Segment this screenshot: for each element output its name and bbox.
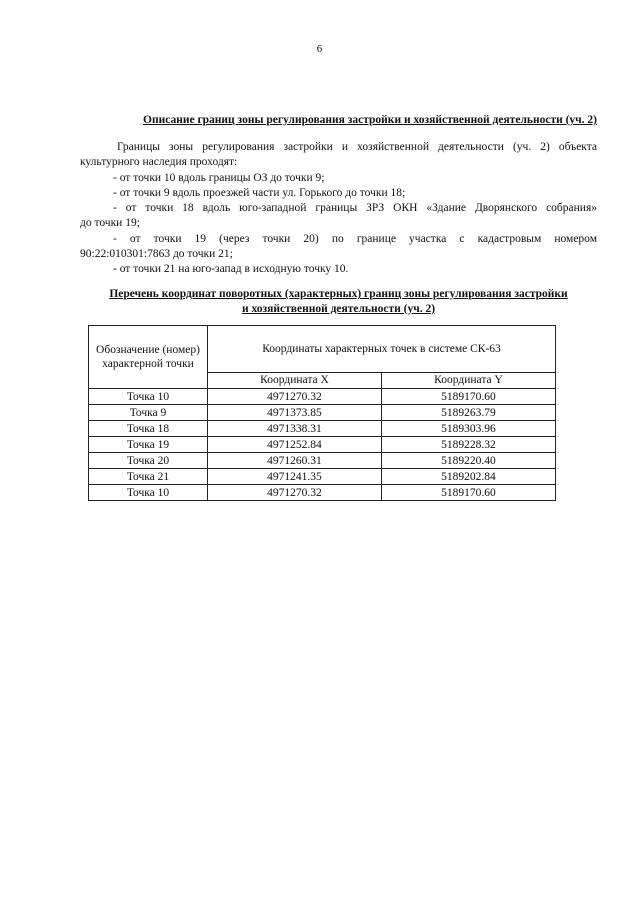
y-value: 5189303.96 xyxy=(381,421,555,437)
x-header: Координата X xyxy=(208,373,382,389)
point-name-header: Обозначение (номер) характерной точки xyxy=(89,326,208,389)
paragraph-line: культурного наследия проходят: xyxy=(80,156,238,169)
point-name: Точка 9 xyxy=(89,405,208,421)
section-heading-description: Описание границ зоны регулирования застройки и хозяйственной деятельности (уч. 2) xyxy=(143,114,597,126)
y-value: 5189220.40 xyxy=(381,453,555,469)
paragraph-line: Границы зоны регулирования застройки и хозяйственной деятельности (уч. 2) объекта xyxy=(117,141,597,153)
x-value: 4971260.31 xyxy=(208,453,382,469)
point-name: Точка 21 xyxy=(89,469,208,485)
x-value: 4971270.32 xyxy=(208,485,382,501)
x-value: 4971373.85 xyxy=(208,405,382,421)
y-value: 5189170.60 xyxy=(381,389,555,405)
table-row xyxy=(89,421,556,437)
heading-line: Перечень координат поворотных (характерных) границ зоны регулирования застройки xyxy=(109,288,568,300)
list-item-continuation: до точки 19; xyxy=(80,217,140,230)
point-name: Точка 10 xyxy=(89,485,208,501)
table-row xyxy=(89,453,556,469)
x-value: 4971338.31 xyxy=(208,421,382,437)
table-row xyxy=(89,485,556,501)
point-name: Точка 18 xyxy=(89,421,208,437)
list-item: - от точки 9 вдоль проезжей части ул. Горького до точки 18; xyxy=(113,186,406,199)
point-name: Точка 10 xyxy=(89,389,208,405)
coordinates-table xyxy=(88,325,556,501)
y-value: 5189263.79 xyxy=(381,405,555,421)
list-item: - от точки 19 (через точки 20) по границе участка с кадастровым номером xyxy=(113,232,597,245)
list-item: - от точки 18 вдоль юго-западной границы ЗРЗ ОКН «Здание Дворянского собрания» xyxy=(113,202,597,215)
table-row xyxy=(89,469,556,485)
heading-line: и хозяйственной деятельности (уч. 2) xyxy=(241,302,436,315)
point-name: Точка 20 xyxy=(89,453,208,469)
y-value: 5189202.84 xyxy=(381,469,555,485)
section-heading-coordinates xyxy=(80,287,597,316)
y-value: 5189170.60 xyxy=(381,485,555,501)
coordinate-system-header: Координаты характерных точек в системе СК-63 xyxy=(208,326,556,373)
point-name: Точка 19 xyxy=(89,437,208,453)
description-paragraph xyxy=(80,140,597,278)
x-value: 4971252.84 xyxy=(208,437,382,453)
list-item: - от точки 21 на юго-запад в исходную точку 10. xyxy=(113,263,349,276)
y-value: 5189228.32 xyxy=(381,437,555,453)
y-header: Координата Y xyxy=(381,373,555,389)
table-row xyxy=(89,405,556,421)
x-value: 4971270.32 xyxy=(208,389,382,405)
x-value: 4971241.35 xyxy=(208,469,382,485)
page-number: 6 xyxy=(316,43,323,55)
list-item-continuation: 90:22:010301:7863 до точки 21; xyxy=(80,248,233,261)
table-row xyxy=(89,437,556,453)
list-item: - от точки 10 вдоль границы ОЗ до точки 9; xyxy=(113,171,325,184)
table-row xyxy=(89,389,556,405)
